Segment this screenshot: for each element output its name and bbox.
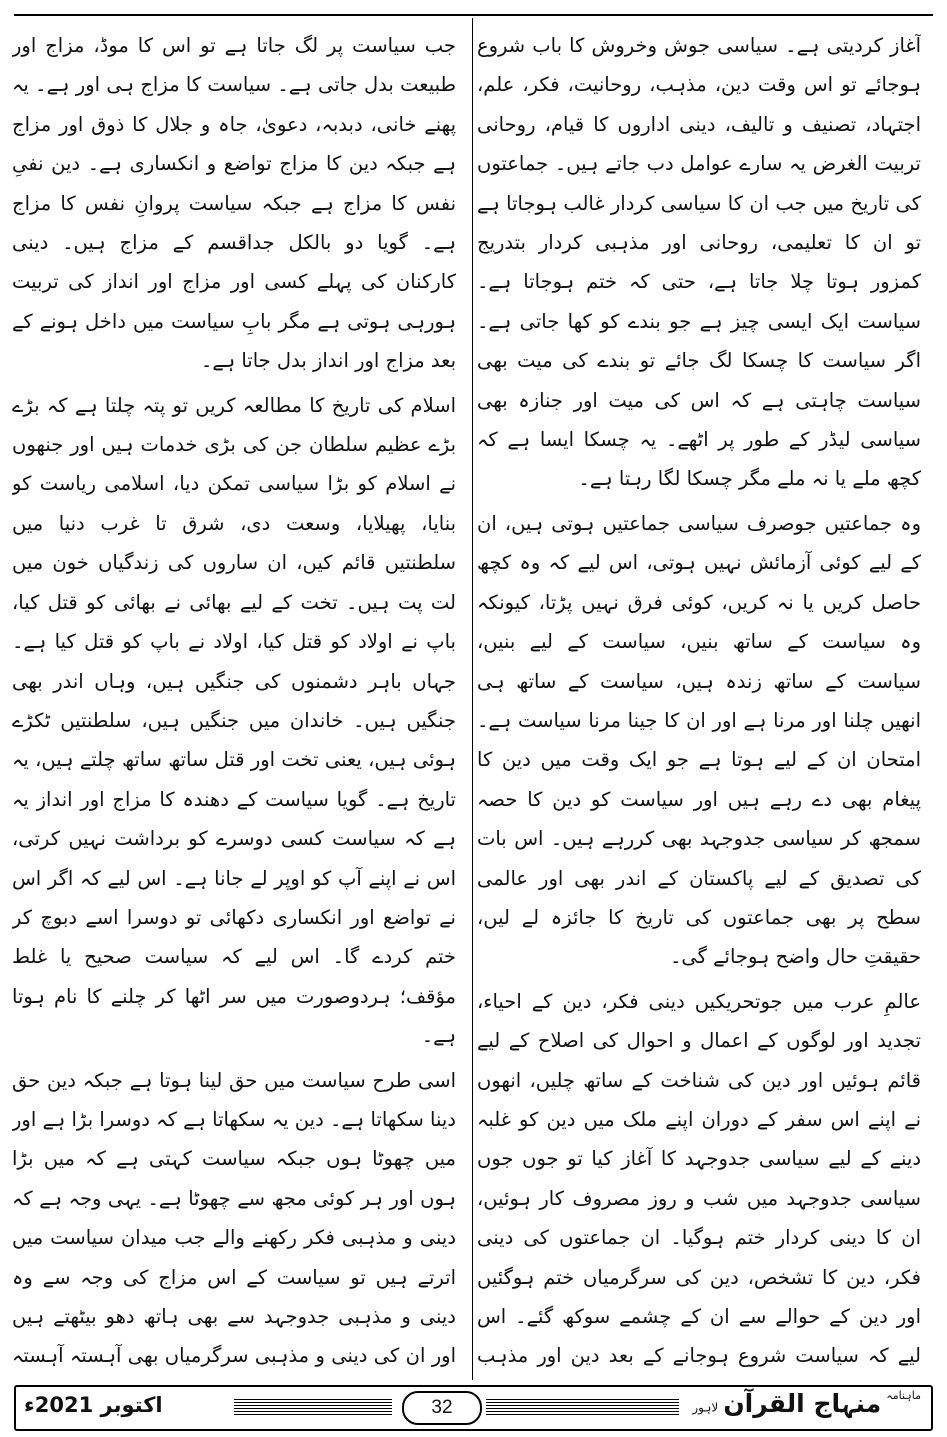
paragraph: جب سیاست پر لگ جاتا ہے تو اس کا موڈ، مزاج اور طبیعت بدل جاتی ہے۔ سیاست کا مزاج ہی اور ہے۔ یہ پھنے خانی، دبدبہ، دعویٰ، جاہ و جلال کا ذوق اور مزاج ہے جبکہ دین کا مزاج تواضع و انکساری ہے۔ دین نفیِ نفس کا مزاج ہے جبکہ سیاست پروانِ نفس کا مزاج ہے۔ گویا دو بالکل جداقسم کے مزاج ہیں۔ دینی کارکنان کی پہلے کسی اور مزاج اور انداز کی تربیت ہورہی ہوتی ہے مگر بابِ سیاست میں داخل ہونے کے بعد مزاج اور انداز بدل جاتا ہے۔ bbox=[12, 34, 456, 373]
left-column bbox=[12, 26, 456, 1376]
paragraph: عالمِ عرب میں جوتحریکیں دینی فکر، دین کے احیاء، تجدید اور لوگوں کے اعمال و احوال کی اصلاح کے لیے قائم ہوئیں اور دین کی شناخت کے ساتھ چلیں، انھوں نے اپنے اس سفر کے دوران اپنے ملک میں دین کو غلبہ دینے کے لیے سیاسی جدوجہد کا آغاز کیا تو جوں جوں سیاسی جدوجہد میں شب و روز مصروف کار ہوئیں، ان کا دینی کردار ختم ہوگیا۔ ان جماعتوں کی دینی فکر، دین کا تشخص، دین کی سرگرمیاں ختم ہوگئیں اور دین کے حوالے سے ان کے چشمے سوکھ گئے۔ اس لیے کہ سیاست شروع ہوجانے کے بعد دین اور مذہب bbox=[477, 989, 921, 1368]
issue-date: اکتوبر 2021ء bbox=[24, 1393, 163, 1417]
magazine-prefix: ماہنامہ bbox=[886, 1389, 921, 1402]
magazine-logo bbox=[692, 1389, 921, 1425]
footer-stripes-left bbox=[234, 1399, 392, 1415]
paragraph: اسلام کی تاریخ کا مطالعہ کریں تو پتہ چلتا ہے کہ بڑے بڑے عظیم سلطان جن کی بڑی خدمات ہیں اور جنھوں نے اسلام کو بڑا سیاسی تمکن دیا، اسلامی ریاست کو بنایا، پھیلایا، وسعت دی، شرق تا غرب دنیا میں سلطنتیں قائم کیں، ان ساروں کی زندگیاں خون میں لت پت ہیں۔ تخت کے لیے بھائی نے بھائی کو قتل کیا، باپ نے اولاد کو قتل کیا، اولاد نے باپ کو قتل کیا ہے۔ جہاں باہر دشمنوں کی جنگیں ہیں، وہاں اندر بھی جنگیں ہیں۔ خاندان میں جنگیں ہیں، سلطنتیں ٹکڑے ہوئی ہیں، یعنی تخت اور قتل ساتھ ساتھ چلتے ہیں، یہ تاریخ ہے۔ گویا سیاست کے دھندہ کا مزاج اور انداز یہ ہے کہ سیاست کسی دوسرے کو برداشت نہیں کرتی، اس نے اپنے آپ کو اوپر لے جانا ہے۔ اس لیے کہ اگر اس نے تواضع اور انکساری دکھائی تو دوسرا اسے دبوچ کر ختم کردے گا۔ اس لیے کہ سیاست صحیح یا غلط مؤقف؛ ہردوصورت میں سر اٹھا کر چلنے کا نام ہوتا ہے۔ bbox=[12, 393, 456, 1048]
magazine-city: لاہور bbox=[692, 1400, 719, 1415]
page-number: 32 bbox=[402, 1391, 482, 1425]
page-footer bbox=[14, 1385, 933, 1431]
magazine-name: منہاج القرآن bbox=[723, 1389, 882, 1418]
paragraph: آغاز کردیتی ہے۔ سیاسی جوش وخروش کا باب شروع ہوجائے تو اس وقت دین، مذہب، روحانیت، فکر، علم، اجتہاد، تصنیف و تالیف، دینی اداروں کا قیام، روحانی تربیت الغرض یہ سارے عوامل دب جاتے ہیں۔ جماعتوں کی تاریخ میں جب ان کا سیاسی کردار غالب ہوجاتا ہے تو ان کا تعلیمی، روحانی اور مذہبی کردار بتدریج کمزور ہوتا چلا جاتا ہے، حتی کہ ختم ہوجاتا ہے۔ سیاست ایک ایسی چیز ہے جو بندے کو کھا جاتی ہے۔ اگر سیاست کا چسکا لگ جائے تو بندے کی میت بھی سیاست چاہتی ہے کہ اس کی میت اور جنازہ بھی سیاسی لیڈر کے طور پر اٹھے۔ یہ چسکا ایسا ہے کہ کچھ ملے یا نہ ملے مگر چسکا لگا رہتا ہے۔ bbox=[477, 34, 921, 491]
right-column bbox=[477, 26, 921, 1376]
paragraph: اسی طرح سیاست میں حق لینا ہوتا ہے جبکہ دین حق دینا سکھاتا ہے۔ دین یہ سکھاتا ہے کہ دوسرا بڑا ہے اور میں چھوٹا ہوں جبکہ سیاست کہتی ہے کہ میں بڑا ہوں اور ہر کوئی مجھ سے چھوٹا ہے۔ یہی وجہ ہے کہ دینی و مذہبی فکر رکھنے والے جب میدان سیاست میں اترتے ہیں تو سیاست کے اس مزاج کی وجہ سے وہ دینی و مذہبی جدوجہد سے بھی ہاتھ دھو بیٹھتے ہیں اور ان کی دینی و مذہبی سرگرمیاں بھی آہستہ آہستہ bbox=[12, 1068, 456, 1368]
top-rule bbox=[14, 14, 933, 16]
column-divider bbox=[472, 18, 473, 1380]
paragraph: وہ جماعتیں جوصرف سیاسی جماعتیں ہوتی ہیں، ان کے لیے کوئی آزمائش نہیں ہوتی، اس لیے کہ وہ کچھ حاصل کریں یا نہ کریں، کوئی فرق نہیں پڑتا، کیونکہ وہ سیاست کے ساتھ بنیں، سیاست کے لیے بنیں، سیاست کے ساتھ زندہ ہیں، سیاست کے ساتھ ہی انھیں چلنا اور مرنا ہے اور ان کا جینا مرنا سیاست ہے۔ امتحان ان کے لیے ہوتا ہے جو ایک وقت میں دین کا پیغام بھی دے رہے ہیں اور سیاست کو دین کا حصہ سمجھ کر سیاسی جدوجہد بھی کررہے ہیں۔ اس بات کی تصدیق کے لیے پاکستان کے اندر بھی اور عالمی سطح پر بھی جماعتوں کی تاریخ کا جائزہ لے لیں، حقیقتِ حال واضح ہوجائے گی۔ bbox=[477, 511, 921, 969]
footer-stripes-right bbox=[486, 1399, 679, 1415]
